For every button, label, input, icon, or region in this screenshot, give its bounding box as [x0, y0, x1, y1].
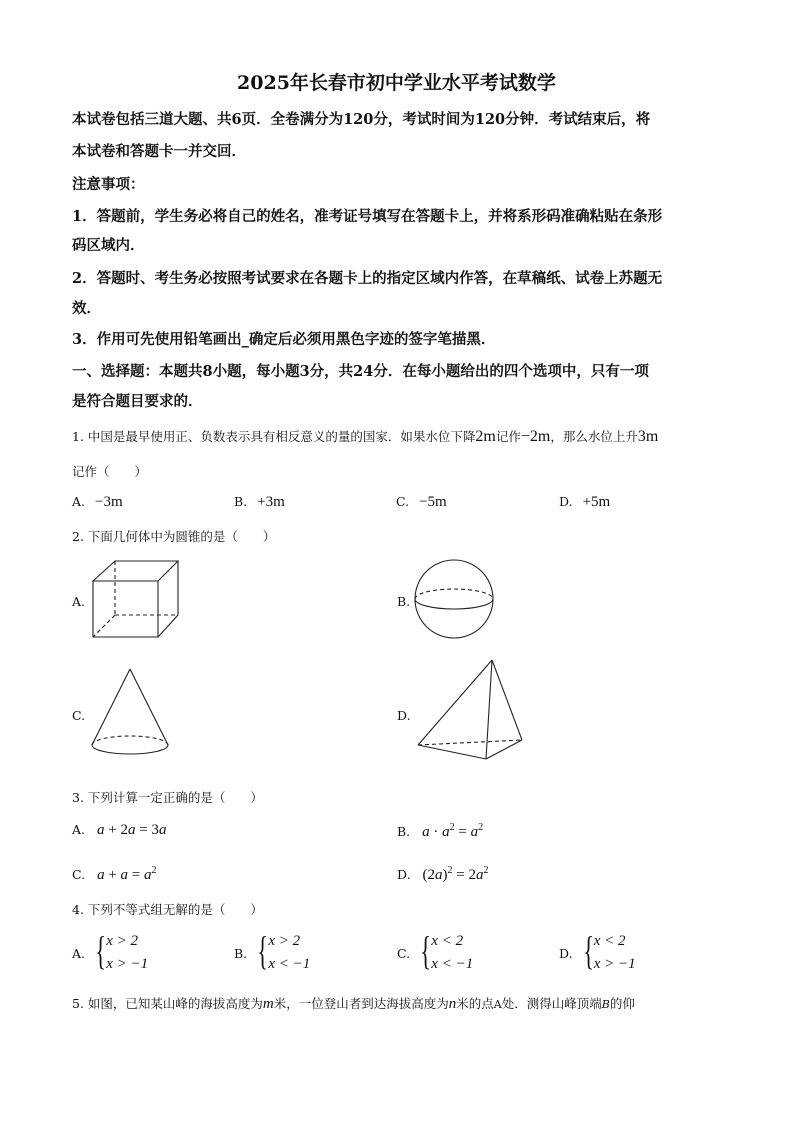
- q1-option-b: B. +3m: [234, 494, 285, 510]
- q1-stem-line-2: 记作（ ）: [72, 464, 148, 479]
- sphere-figure: [412, 556, 497, 642]
- q4-option-b: B. { x > 2 x < −1: [234, 928, 311, 973]
- cone-figure: [88, 665, 173, 760]
- q2-label-d: D.: [397, 708, 411, 723]
- q3-stem: 3. 下列计算一定正确的是（ ）: [72, 790, 263, 805]
- q2-label-a: A.: [72, 594, 86, 609]
- notice-item-2-line-1: 2．答题时、考生务必按照考试要求在各题卡上的指定区域内作答，在草稿纸、试卷上苏题无: [72, 270, 663, 287]
- cube-figure: [88, 557, 183, 642]
- q2-stem: 2. 下面几何体中为圆锥的是（ ）: [72, 529, 276, 544]
- q4-option-c: C. { x < 2 x < −1: [397, 928, 474, 973]
- q2-label-b: B.: [397, 594, 411, 609]
- q5-stem-line-1: 5. 如图，已知某山峰的海拔高度为m米，一位登山者到达海拔高度为n米的点A处．测得山峰顶端B的仰: [72, 996, 635, 1012]
- q3-option-b: B. $a \cdot a^2 = a^2$: [397, 822, 484, 840]
- q3-option-a: A. a + 2a = 3a: [72, 822, 167, 838]
- notice-item-3: 3．作用可先使用铅笔画出_确定后必须用黑色字迹的签字笔描黑．: [72, 331, 496, 348]
- notice-item-1-line-1: 1．答题前，学生务必将自己的姓名，准考证号填写在答题卡上，并将系形码准确粘贴在条形: [72, 208, 663, 225]
- section-1-heading-line-2: 是符合题目要求的．: [72, 393, 203, 410]
- section-1-heading-line-1: 一、选择题：本题共8小题，每小题3分，共24分．在每小题给出的四个选项中，只有一项: [72, 363, 649, 380]
- intro-line-1: 本试卷包括三道大题、共6页．全卷满分为120分，考试时间为120分钟．考试结束后，将: [72, 111, 651, 128]
- q4-stem: 4. 下列不等式组无解的是（ ）: [72, 902, 263, 917]
- q1-stem-line-1: 1. 中国是最早使用正、负数表示具有相反意义的量的国家．如果水位下降2m记作−2m，那么水位上升3m: [72, 428, 659, 445]
- page-title: 2025年长春市初中学业水平考试数学: [237, 72, 556, 94]
- notice-item-2-line-2: 效．: [72, 300, 101, 317]
- q4-option-d: D. { x < 2 x > −1: [559, 928, 636, 973]
- q1-option-d: D. +5m: [559, 494, 611, 510]
- q3-option-c: C. $a + a = a^2$: [72, 865, 157, 883]
- notice-item-1-line-2: 码区域内．: [72, 237, 145, 254]
- pyramid-figure: [412, 655, 527, 763]
- q3-option-d: D. $(2a)^2 = 2a^2$: [397, 865, 489, 883]
- notice-heading: 注意事项：: [72, 176, 145, 193]
- q1-option-a: A. −3m: [72, 494, 123, 510]
- q4-option-a: A. { x > 2 x > −1: [72, 928, 149, 973]
- q1-option-c: C. −5m: [396, 494, 447, 510]
- q2-label-c: C.: [72, 708, 86, 723]
- intro-line-2: 本试卷和答题卡一并交回．: [72, 143, 246, 160]
